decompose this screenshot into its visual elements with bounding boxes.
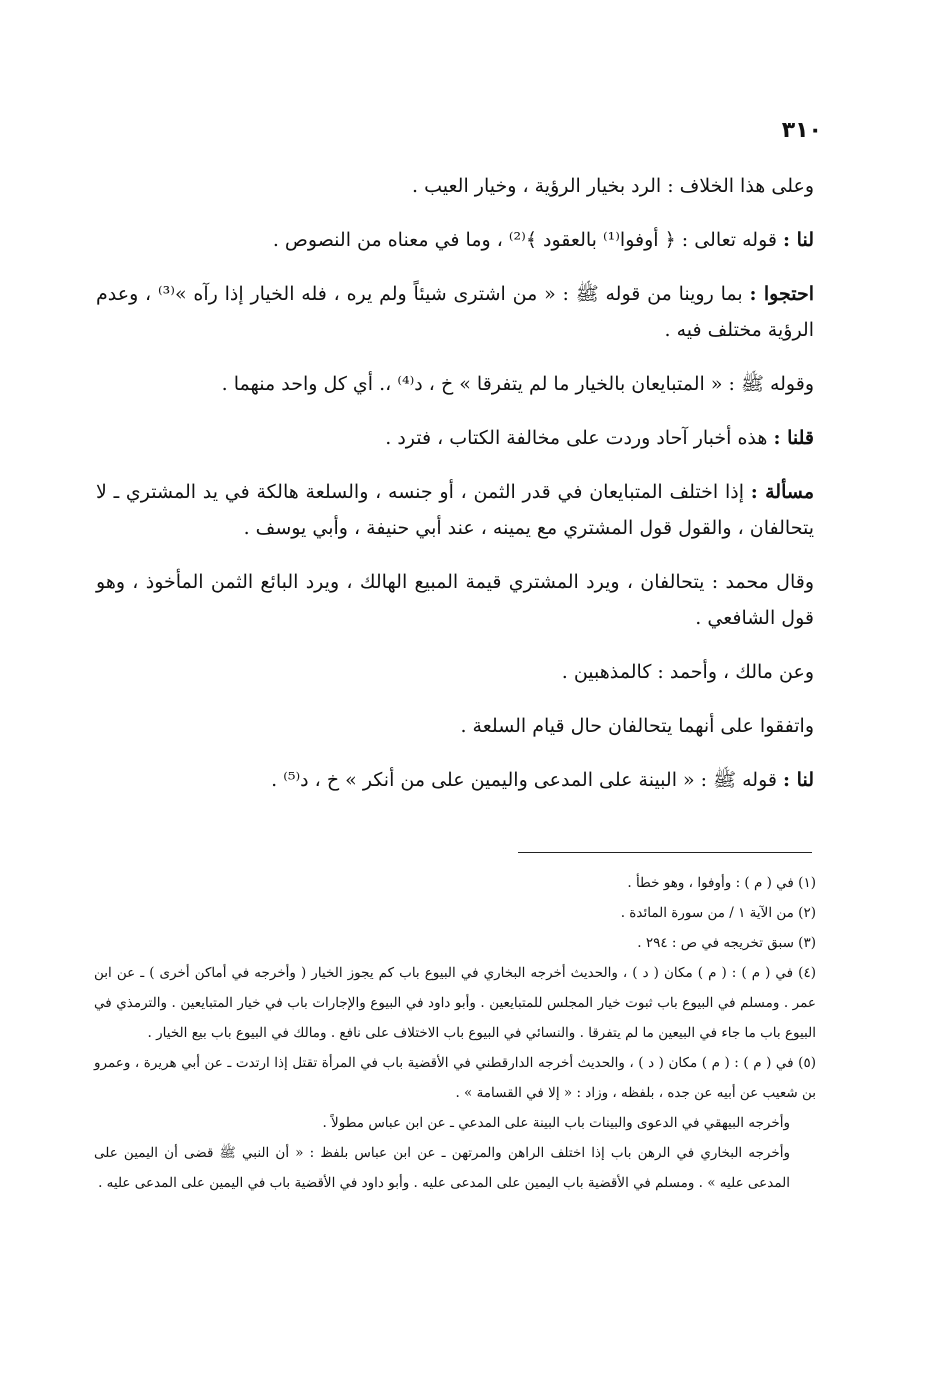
paragraph-text: وقال محمد : يتحالفان ، ويرد المشتري قيمة المبيع الهالك ، ويرد البائع الثمن المأخوذ ، وهو قول الشافعي . (96, 571, 814, 629)
footnote: (٥) في ( م ) : ( م ) مكان ( د ) ، والحديث أخرجه الدارقطني في الأقضية باب في المرأة تقتل إذا ارتدت ـ عن أبي هريرة ، وعمرو بن شعيب عن أبيه عن جده ، بلفظه ، وزاد : « إلا في القسامة » . (94, 1055, 816, 1101)
footnote: (٤) في ( م ) : ( م ) مكان ( د ) ، والحديث أخرجه البخاري في البيوع باب كم يجوز الخيار ( وأخرجه في أماكن أخرى ) ـ عن ابن عمر . ومسلم في البيوع باب ثبوت خيار المجلس للمتبايعين . وأبو داود في البيوع والإجارات باب في خيار المتبايعين . والترمذي في البيوع باب ما جاء في البيعين ما لم يتفرقا . والنسائي في البيوع باب الاختلاف على نافع . ومالك في البيوع باب بيع الخيار . (94, 965, 816, 1041)
footnote-separator (518, 852, 812, 853)
paragraph-lead: لنا : (783, 769, 814, 791)
paragraph-lead: احتجوا : (749, 283, 814, 305)
footnote: (٢) من الآية ١ / من سورة المائدة . (620, 905, 816, 921)
paragraph-lead: قلنا : (773, 427, 814, 449)
paragraph (96, 654, 814, 690)
paragraph (96, 222, 814, 258)
page-number: ٣١٠ (781, 118, 822, 143)
paragraph (96, 366, 814, 402)
paragraph-text: وقوله ﷺ : « المتبايعان بالخيار ما لم يتفرقا » خ ، د⁽⁴⁾ ،. أي كل واحد منهما . (221, 373, 814, 395)
paragraph (96, 762, 814, 798)
footnote: وأخرجه البيهقي في الدعوى والبينات باب البينة على المدعي ـ عن ابن عباس مطولاً . (322, 1115, 790, 1131)
paragraph-lead: مسألة : (750, 481, 814, 503)
paragraph-text: هذه أخبار آحاد وردت على مخالفة الكتاب ، فترد . (385, 427, 768, 449)
paragraph-text: واتفقوا على أنهما يتحالفان حال قيام السلعة . (460, 715, 814, 737)
main-text (96, 168, 814, 816)
paragraph (96, 474, 814, 546)
paragraph (96, 708, 814, 744)
footnote: (١) في ( م ) : وأوفوا ، وهو خطأ . (627, 875, 816, 891)
footnote: (٣) سبق تخريجه في ص : ٢٩٤ . (637, 935, 816, 951)
paragraph-text: قوله ﷺ : « البينة على المدعى واليمين على من أنكر » خ ، د⁽⁵⁾ . (271, 769, 777, 791)
paragraph-text: بما روينا من قوله ﷺ : « من اشترى شيئاً ولم يره ، فله الخيار إذا رآه »⁽³⁾ ، وعدم الرؤية مختلف فيه . (96, 283, 814, 341)
paragraph-text: إذا اختلف المتبايعان في قدر الثمن ، أو جنسه ، والسلعة هالكة في يد المشتري ـ لا يتحالفان ، والقول قول المشتري مع يمينه ، عند أبي حنيفة ، وأبي يوسف . (96, 481, 814, 539)
paragraph-text: وعلى هذا الخلاف : الرد بخيار الرؤية ، وخيار العيب . (412, 175, 814, 197)
paragraph (96, 420, 814, 456)
paragraph (96, 564, 814, 636)
footnote: وأخرجه البخاري في الرهن باب إذا اختلف الراهن والمرتهن ـ عن ابن عباس بلفظ : « أن النبي ﷺ قضى أن اليمين على المدعى عليه » . ومسلم في الأقضية باب اليمين على المدعى عليه . وأبو داود في الأقضية باب في اليمين على المدعى عليه . (94, 1145, 790, 1191)
paragraph (96, 276, 814, 348)
paragraph-lead: لنا : (783, 229, 814, 251)
paragraph-text: قوله تعالى : ﴿ أوفوا⁽¹⁾ بالعقود ﴾⁽²⁾ ، وما في معناه من النصوص . (272, 229, 777, 251)
paragraph-text: وعن مالك ، وأحمد : كالمذهبين . (561, 661, 814, 683)
footnotes (94, 868, 816, 1198)
paragraph (96, 168, 814, 204)
